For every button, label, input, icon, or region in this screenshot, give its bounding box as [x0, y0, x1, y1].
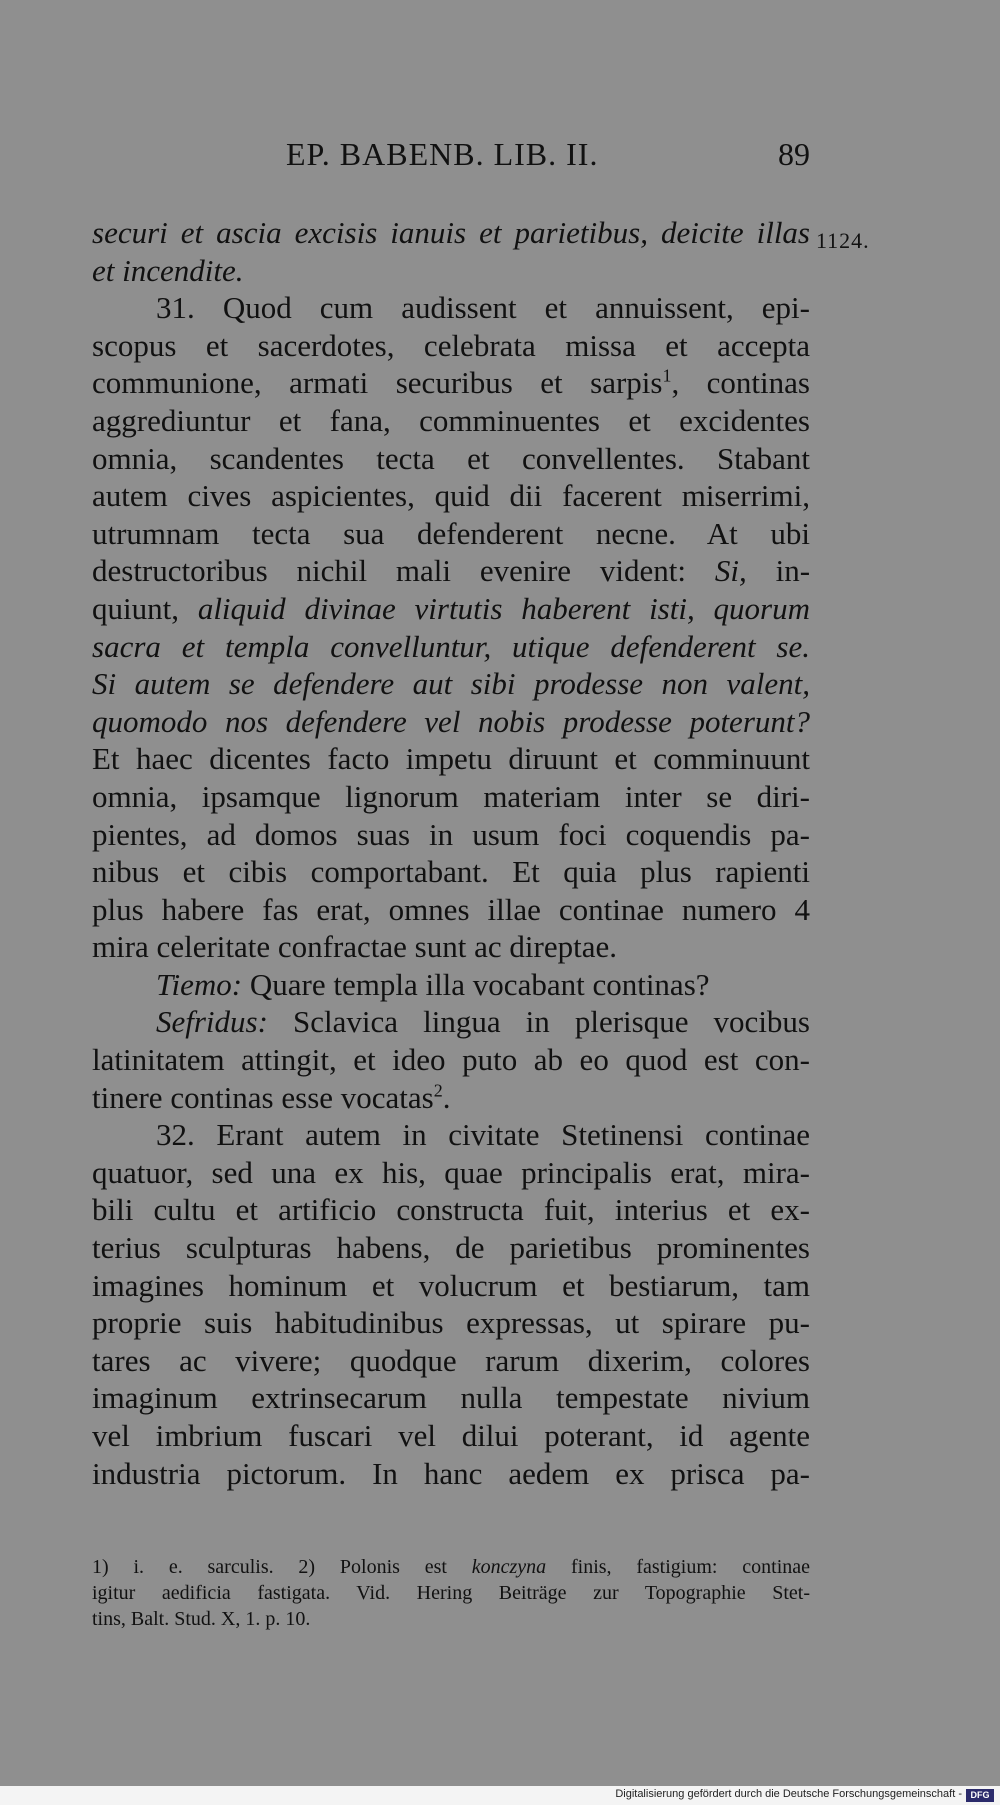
digitization-footer	[0, 1786, 1000, 1805]
text-segment: destructoribus nichil mali evenire vident:	[92, 553, 715, 589]
text-segment: , continas	[671, 365, 810, 401]
text-line: industria pictorum. In hanc aedem ex prisca pa-	[92, 1455, 810, 1491]
footnote-text: 1) i. e. sarculis. 2) Polonis est	[92, 1556, 472, 1578]
text-segment: Quare templa illa vocabant continas?	[242, 966, 710, 1002]
footnotes	[92, 1554, 810, 1632]
speaker-name: Sefridus:	[156, 1004, 268, 1040]
dfg-logo: DFG	[966, 1789, 994, 1802]
text-segment: Sclavica lingua in plerisque vocibus	[267, 1004, 810, 1040]
paragraph-32-start: 32. Erant autem in civitate Stetinensi continae	[156, 1117, 810, 1153]
funding-credit: Digitalisierung gefördert durch die Deutsche Forschungsgemeinschaft -	[615, 1788, 962, 1800]
page-header	[92, 136, 810, 180]
footnote-text: finis, fastigium: continae	[546, 1556, 810, 1578]
text-segment: in-	[746, 553, 811, 589]
text-segment-italic: Si,	[714, 553, 747, 589]
footnote-ref-2: 2	[433, 1080, 443, 1101]
paragraph-31-start: 31. Quod cum audissent et annuissent, epi-	[156, 290, 810, 326]
text-line: quomodo nos defendere vel nobis prodesse poterunt?	[92, 703, 810, 739]
text-line	[92, 590, 810, 628]
text-line: pientes, ad domos suas in usum foci coquendis pa-	[92, 816, 810, 852]
text-segment: communione, armati securibus et sarpis	[92, 365, 663, 401]
text-line	[92, 1079, 810, 1117]
text-line	[92, 364, 810, 402]
text-line: tares ac vivere; quodque rarum dixerim, colores	[92, 1342, 810, 1378]
footnote-line	[92, 1554, 810, 1580]
footnote-line: tins, Balt. Stud. X, 1. p. 10.	[92, 1608, 311, 1630]
text-line: vel imbrium fuscari vel dilui poterant, id agente	[92, 1418, 810, 1453]
footnote-ref-1: 1	[662, 366, 672, 387]
text-line: imagines hominum et volucrum et bestiarum, tam	[92, 1267, 810, 1303]
speaker-name: Tiemo:	[156, 966, 243, 1002]
dialogue-sefridus	[92, 1003, 810, 1041]
text-line: omnia, ipsamque lignorum materiam inter se diri-	[92, 778, 810, 814]
running-title: EP. BABENB. LIB. II.	[286, 136, 599, 172]
text-segment: quiunt,	[92, 590, 198, 626]
text-line: Si autem se defendere aut sibi prodesse non valent,	[92, 666, 810, 702]
margin-year-note: 1124.	[816, 228, 870, 253]
text-line: latinitatem attingit, et ideo puto ab eo quod est con-	[92, 1042, 810, 1078]
text-line: omnia, scandentes tecta et convellentes. Stabant	[92, 440, 810, 476]
text-line: aggrediuntur et fana, comminuentes et excidentes	[92, 402, 810, 438]
text-line: et incendite.	[92, 252, 244, 288]
body-text	[92, 214, 810, 1492]
text-segment: .	[442, 1079, 451, 1115]
text-line: terius sculpturas habens, de parietibus prominentes	[92, 1230, 810, 1266]
text-line: Et haec dicentes facto impetu diruunt et comminuunt	[92, 741, 810, 777]
text-segment: tinere continas esse vocatas	[92, 1079, 434, 1115]
page-number: 89	[778, 136, 810, 172]
text-line: bili cultu et artificio constructa fuit, interius et ex-	[92, 1192, 810, 1228]
text-line	[92, 552, 810, 590]
text-line: scopus et sacerdotes, celebrata missa et accepta	[92, 327, 810, 363]
text-line: imaginum extrinsecarum nulla tempestate nivium	[92, 1380, 810, 1416]
text-line: plus habere fas erat, omnes illae continae numero 4	[92, 891, 810, 927]
text-line: proprie suis habitudinibus expressas, ut spirare pu-	[92, 1305, 810, 1341]
footnote-italic: konczyna	[471, 1556, 547, 1578]
text-line: mira celeritate confractae sunt ac direptae.	[92, 929, 617, 965]
text-line: sacra et templa convelluntur, utique defenderent se.	[92, 628, 810, 664]
text-line: nibus et cibis comportabant. Et quia plus rapienti	[92, 854, 810, 890]
dialogue-tiemo	[92, 966, 810, 1004]
text-line: utrumnam tecta sua defenderent necne. At ubi	[92, 515, 810, 551]
footnote-line: igitur aedificia fastigata. Vid. Hering Beiträge zur Topographie Stet-	[92, 1582, 810, 1604]
text-line: securi et ascia excisis ianuis et parietibus, deicite illas	[92, 215, 810, 250]
text-line: autem cives aspicientes, quid dii facerent miserrimi,	[92, 478, 810, 514]
text-line: quatuor, sed una ex his, quae principalis erat, mira-	[92, 1154, 810, 1190]
text-segment-italic: aliquid divinae virtutis haberent isti, quorum	[197, 590, 810, 626]
